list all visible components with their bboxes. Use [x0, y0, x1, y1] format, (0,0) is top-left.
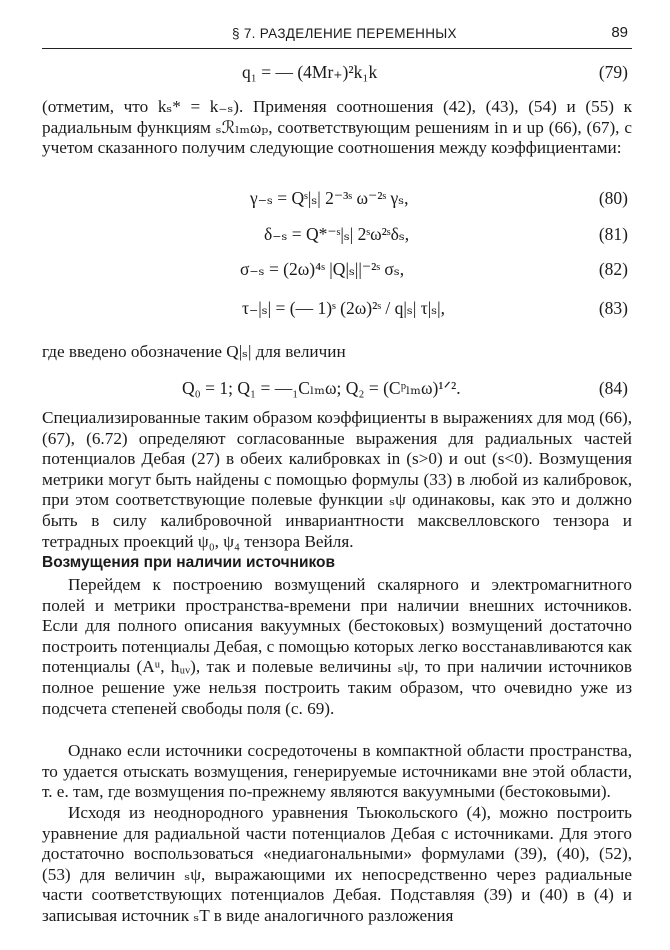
paragraph-5 — [42, 741, 632, 803]
running-header — [42, 22, 632, 49]
equation-83 — [42, 294, 632, 324]
subheading: Возмущения при наличии источников — [42, 554, 336, 571]
paragraph-5-text: Однако если источники сосредоточены в компактной области пространства, то удается отыскать возмущения, генерируемые источниками вне этой области, т. е. там, где возмущения по-прежнему являются вакуумными (бестоковыми). — [42, 741, 632, 802]
paragraph-1-text: (отметим, что kₛ* = k₋ₛ). Применяя соотношения (42), (43), (54) и (55) к радиальным функциям ₛℛₗₘωₚ, соответствующим решениям in и up (66), (67), с учетом сказанного получим следующие соотношения между коэффициентами: — [42, 97, 632, 158]
equation-84-formula: Q₀ = 1; Q₁ = —₁Cₗₘω; Q₂ = (Cᵖₗₘω)¹ᐟ². — [182, 378, 461, 398]
subheading-block — [42, 553, 632, 574]
equation-81-number: (81) — [598, 224, 628, 244]
equation-81 — [42, 220, 632, 250]
equation-80 — [42, 184, 632, 214]
equation-83-formula: τ₋|ₛ| = (— 1)ˢ (2ω)²ˢ / q|ₛ| τ|ₛ|, — [242, 298, 446, 318]
paragraph-4 — [42, 575, 632, 719]
page-number: 89 — [611, 24, 628, 41]
equation-79-number: (79) — [598, 62, 628, 82]
section-title: § 7. РАЗДЕЛЕНИЕ ПЕРЕМЕННЫХ — [232, 26, 457, 41]
equation-79 — [42, 58, 632, 88]
paragraph-2-text: где введено обозначение Q|ₛ| для величин — [42, 342, 346, 361]
paragraph-2 — [42, 342, 632, 363]
equation-82-formula: σ₋ₛ = (2ω)⁴ˢ |Q|ₛ||⁻²ˢ σₛ, — [240, 259, 405, 279]
equation-82 — [42, 255, 632, 285]
equation-82-number: (82) — [598, 259, 628, 279]
equation-84 — [42, 374, 632, 404]
paragraph-1 — [42, 97, 632, 159]
paragraph-6-text: Исходя из неоднородного уравнения Тьюкольского (4), можно построить уравнение для радиальной части потенциалов Дебая с источниками. Для этого достаточно воспользоваться «недиагональными» формулами (39), (40), (52), (53) для величин ₛψ, выражающими их непосредственно через радиальные части соответствующих потенциалов Дебая. Подставляя (39) и (40) в (4) и записывая источник ₛT в виде аналогичного разложения — [42, 803, 632, 925]
paragraph-3 — [42, 408, 632, 552]
equation-83-number: (83) — [598, 298, 628, 318]
paragraph-6 — [42, 803, 632, 927]
equation-81-formula: δ₋ₛ = Q*⁻ˢ|ₛ| 2ˢω²ˢδₛ, — [264, 224, 410, 244]
equation-84-number: (84) — [598, 378, 628, 398]
paragraph-3-text: Специализированные таким образом коэффициенты в выражениях для мод (66), (67), (6.72) определяют согласованные выражения для радиальных частей потенциалов Дебая (27) в обеих калибровках in (s>0) и out (s<0). Возмущения метрики могут быть найдены с помощью формулы (33) в любой из калибровок, при этом соответствующие полевые функции ₛψ одинаковы, как это и должно быть в силу калибровочной инвариантности максвелловского тензора и тетрадных проекций ψ₀, ψ₄ тензора Вейля. — [42, 408, 632, 551]
equation-79-formula: q₁ = — (4Mr₊)²k₁k — [242, 62, 378, 82]
paragraph-4-text: Перейдем к построению возмущений скалярного и электромагнитного полей и метрики пространства-времени при наличии внешних источников. Если для полного описания вакуумных (бестоковых) возмущений достаточно построить потенциалы Дебая, с помощью которых легко восстанавливаются как потенциалы (Aᵘ, hᵤᵥ), так и полевые величины ₛψ, то при наличии источников полное решение уже нельзя построить таким образом, что очевидно уже из подсчета степеней свободы поля (с. 69). — [42, 575, 632, 718]
equation-80-formula: γ₋ₛ = Qˢ|ₛ| 2⁻³ˢ ω⁻²ˢ γₛ, — [250, 188, 409, 208]
equation-80-number: (80) — [598, 188, 628, 208]
